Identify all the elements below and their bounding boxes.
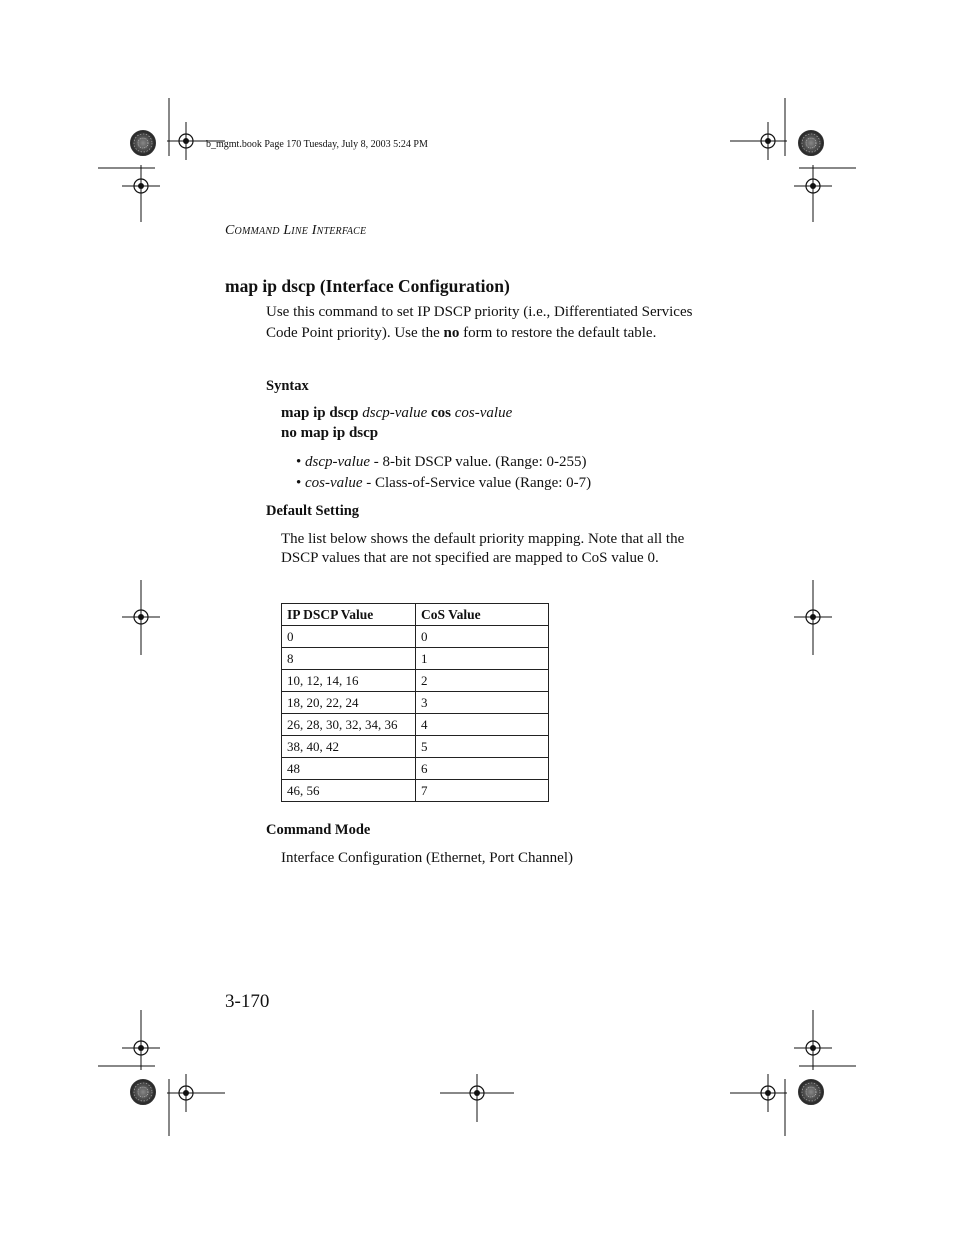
cmd-arg-2: cos-value <box>454 405 513 421</box>
table-cell: 1 <box>416 648 549 670</box>
intro-text-2: form to restore the default table. <box>459 324 657 341</box>
parameter-item: • cos-value - Class-of-Service value (Range: 0-7) <box>296 475 592 491</box>
syntax-heading: Syntax <box>266 378 309 394</box>
table-cell: 7 <box>416 780 549 802</box>
cmd-arg-1: dscp-value <box>362 405 428 421</box>
table-cell: 48 <box>282 758 416 780</box>
syntax-no-command: no map ip dscp <box>281 425 379 441</box>
table-row <box>282 736 549 758</box>
page-number: 3-170 <box>225 991 270 1012</box>
cmd-keyword-2: cos <box>431 405 452 421</box>
default-setting-paragraph: The list below shows the default priority mapping. Note that all the DSCP values that are not specified are mapped to CoS value 0. <box>281 531 685 566</box>
table-cell: 46, 56 <box>282 780 416 802</box>
table-row <box>282 626 549 648</box>
parameter-desc: - 8-bit DSCP value. (Range: 0-255) <box>370 454 587 470</box>
running-head: Command Line Interface <box>225 223 367 238</box>
parameter-term: dscp-value <box>305 454 370 470</box>
table-row <box>282 714 549 736</box>
column-header: CoS Value <box>416 604 549 626</box>
table-cell: 0 <box>416 626 549 648</box>
table-cell: 3 <box>416 692 549 714</box>
table-cell: 26, 28, 30, 32, 34, 36 <box>282 714 416 736</box>
cmd-keyword-1: map ip dscp <box>281 405 359 421</box>
table-cell: 8 <box>282 648 416 670</box>
syntax-command <box>281 405 512 422</box>
table-cell: 10, 12, 14, 16 <box>282 670 416 692</box>
table-row <box>282 758 549 780</box>
table-row <box>282 780 549 802</box>
intro-keyword: no <box>443 324 460 341</box>
command-mode-heading: Command Mode <box>266 822 371 838</box>
print-info: b_mgmt.book Page 170 Tuesday, July 8, 2003 5:24 PM <box>206 139 428 150</box>
intro-text-1: Use this command to set IP DSCP priority (i.e., Differentiated Services Code Point priority). Use the <box>266 304 693 341</box>
section-title: map ip dscp (Interface Configuration) <box>225 276 510 296</box>
table-row <box>282 692 549 714</box>
command-mode-text: Interface Configuration (Ethernet, Port Channel) <box>281 850 573 866</box>
parameter-item: • dscp-value - 8-bit DSCP value. (Range: 0-255) <box>296 454 587 470</box>
table-cell: 2 <box>416 670 549 692</box>
parameter-desc: - Class-of-Service value (Range: 0-7) <box>362 475 592 491</box>
table-cell: 38, 40, 42 <box>282 736 416 758</box>
table-cell: 5 <box>416 736 549 758</box>
parameter-list <box>296 452 591 494</box>
dscp-cos-mapping-table <box>281 603 549 802</box>
default-setting-heading: Default Setting <box>266 503 360 519</box>
table-row <box>282 670 549 692</box>
parameter-term: cos-value <box>305 475 363 491</box>
table-cell: 0 <box>282 626 416 648</box>
table-cell: 6 <box>416 758 549 780</box>
table-cell: 18, 20, 22, 24 <box>282 692 416 714</box>
table-cell: 4 <box>416 714 549 736</box>
table-row <box>282 648 549 670</box>
intro-paragraph <box>266 302 696 343</box>
table-header-row <box>282 604 549 626</box>
column-header: IP DSCP Value <box>282 604 416 626</box>
